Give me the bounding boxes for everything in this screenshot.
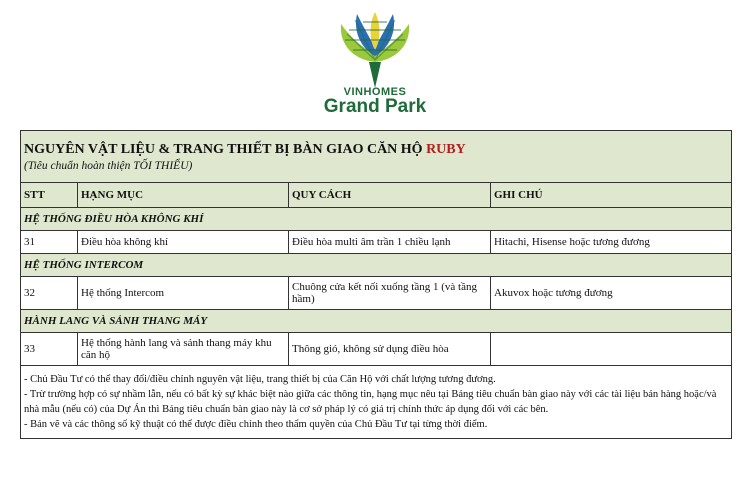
notes-row <box>21 366 732 439</box>
section-title: HÀNH LANG VÀ SẢNH THANG MÁY <box>21 310 732 333</box>
cell-note: Hitachi, Hisense hoặc tương đương <box>491 231 732 254</box>
cell-stt: 33 <box>21 333 78 366</box>
brand-name-main: Grand Park <box>323 96 427 117</box>
cell-note <box>491 333 732 366</box>
table-title-row <box>21 131 732 183</box>
section-title: HỆ THỐNG ĐIỀU HÒA KHÔNG KHÍ <box>21 208 732 231</box>
cell-item: Điều hòa không khí <box>78 231 289 254</box>
col-header-item: HẠNG MỤC <box>78 183 289 208</box>
cell-item: Hệ thống hành lang và sảnh thang máy khu căn hộ <box>78 333 289 366</box>
brand-name-top: VINHOMES <box>343 86 407 98</box>
note-line: - Chủ Đầu Tư có thể thay đổi/điều chỉnh nguyên vật liệu, trang thiết bị của Căn Hộ với chất lượng tương đương. <box>24 374 496 385</box>
cell-note: Akuvox hoặc tương đương <box>491 277 732 310</box>
table-row <box>21 231 732 254</box>
col-header-note: GHI CHÚ <box>491 183 732 208</box>
section-title: HỆ THỐNG INTERCOM <box>21 254 732 277</box>
leaf-fan-logo-icon <box>335 10 415 90</box>
brand-logo <box>0 0 750 128</box>
table-row <box>21 333 732 366</box>
column-header-row <box>21 183 732 208</box>
section-row <box>21 254 732 277</box>
cell-item: Hệ thống Intercom <box>78 277 289 310</box>
col-header-spec: QUY CÁCH <box>289 183 491 208</box>
notes-cell <box>21 366 732 439</box>
title-main-text: NGUYÊN VẬT LIỆU & TRANG THIẾT BỊ BÀN GIAO CĂN HỘ <box>24 141 423 157</box>
cell-stt: 31 <box>21 231 78 254</box>
title-main <box>24 142 728 158</box>
table-row <box>21 277 732 310</box>
cell-stt: 32 <box>21 277 78 310</box>
handover-spec-table <box>20 130 732 439</box>
section-row <box>21 208 732 231</box>
title-subtitle: (Tiêu chuẩn hoàn thiện TỐI THIỂU) <box>24 159 193 172</box>
note-line: - Trừ trường hợp có sự nhầm lẫn, nếu có bất kỳ sự khác biệt nào giữa các thông tin, hạng mục nêu tại Bảng tiêu chuẩn bàn giao này với các tài liệu bán hàng hoặc/và nhà mẫu (nếu có) của Dự Án thì Bảng tiêu chuẩn bàn giao này là cơ sở pháp lý có giá trị chính thức áp dụng đối với các bên. <box>24 389 717 415</box>
cell-spec: Chuông cửa kết nối xuống tầng 1 (và tầng hầm) <box>289 277 491 310</box>
section-row <box>21 310 732 333</box>
cell-spec: Thông gió, không sử dụng điều hòa <box>289 333 491 366</box>
cell-spec: Điều hòa multi âm trần 1 chiều lạnh <box>289 231 491 254</box>
col-header-stt: STT <box>21 183 78 208</box>
note-line: - Bản vẽ và các thông số kỹ thuật có thể được điều chỉnh theo thẩm quyền của Chủ Đầu Tư tại từng thời điểm. <box>24 419 488 430</box>
title-accent: RUBY <box>426 141 466 157</box>
table-title <box>21 131 732 183</box>
